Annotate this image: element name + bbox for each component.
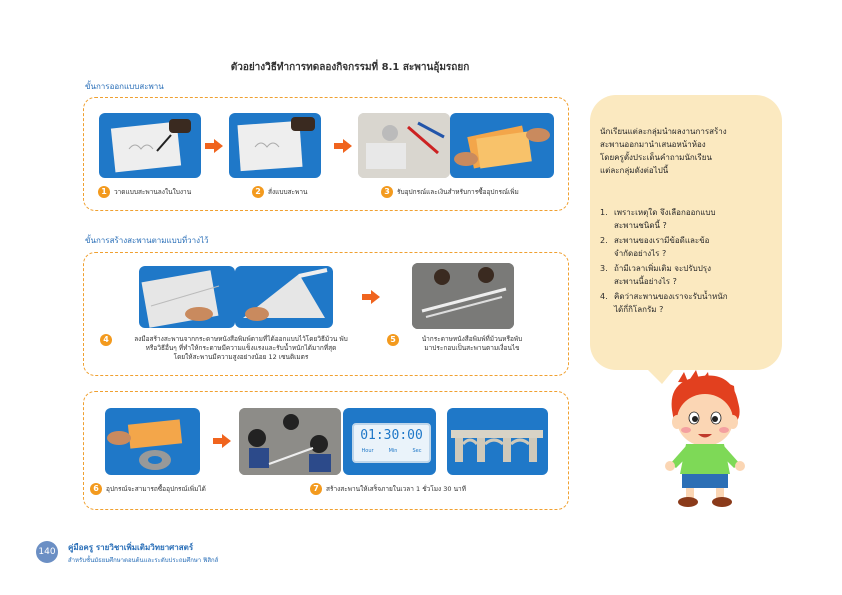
question-text-line1: ถ้ามีเวลาเพิ่มเติม จะปรับปรุง — [614, 264, 711, 273]
bubble-intro — [600, 125, 776, 177]
timer-sec: 00 — [407, 428, 423, 443]
bubble-intro-line2: สะพานออกมานำเสนอหน้าห้อง — [600, 140, 706, 149]
question-text-line1: คิดว่าสะพานของเราจะรับน้ำหนัก — [614, 292, 728, 301]
section-label-design: ขั้นการออกแบบสะพาน — [85, 82, 164, 91]
timer-hour: 01 — [360, 428, 376, 443]
step3-photo-supplies — [358, 113, 450, 178]
question-item — [600, 234, 778, 260]
step-caption-3: รับอุปกรณ์และเงินสำหรับการซื้ออุปกรณ์เพิ่ม — [397, 188, 519, 196]
arrow-icon — [334, 138, 352, 157]
bubble-intro-line3: โดยครูตั้งประเด็นคำถามนักเรียน — [600, 153, 712, 162]
question-text-line1: เพราะเหตุใด จึงเลือกออกแบบ — [614, 208, 716, 217]
question-text-line2: ได้กี่กิโลกรัม ? — [614, 305, 664, 314]
step4-photo-rolling — [139, 266, 235, 328]
step3-photo-money — [450, 113, 554, 178]
question-list — [600, 206, 778, 316]
timer-clock — [343, 408, 436, 475]
step-number-3: 3 — [381, 186, 393, 198]
step-number-2: 2 — [252, 186, 264, 198]
step-caption-4-line3: โดยให้สะพานมีความสูงอย่างน้อย 12 เซนติเมตร — [173, 353, 309, 361]
timer-hour-label: Hour — [361, 448, 374, 454]
timer-min-label: Min — [388, 448, 398, 454]
footer-subtitle: สำหรับชั้นมัธยมศึกษาตอนต้นและระดับประถมศึกษา ฟิสิกส์ — [68, 557, 219, 564]
question-text-line1: สะพานของเรามีข้อดีและข้อ — [614, 236, 710, 245]
question-item — [600, 290, 778, 316]
step1-photo — [99, 113, 201, 178]
step-number-4: 4 — [100, 334, 112, 346]
question-text-line2: สะพานชนิดนี้ ? — [614, 221, 667, 230]
question-number: 1. — [600, 208, 608, 217]
step5-photo — [412, 263, 514, 329]
step-caption-6: อุปกรณ์จะสามารถซื้ออุปกรณ์เพิ่มได้ — [106, 485, 206, 493]
arrow-icon — [362, 289, 380, 308]
step-caption-7: สร้างสะพานให้เสร็จภายในเวลา 1 ชั่วโมง 30 นาที — [326, 485, 466, 493]
question-item — [600, 262, 778, 288]
page-number-badge: 140 — [36, 541, 58, 563]
step-caption-4-line2: หรือวิธีอื่นๆ ที่ทำให้กระดาษมีความแข็งแรงและรับน้ำหนักได้มากที่สุด — [145, 344, 337, 352]
step4-photo-folding — [235, 266, 333, 328]
step6-photo — [105, 408, 200, 475]
footer-title: คู่มือครู รายวิชาเพิ่มเติมวิทยาศาสตร์ — [68, 543, 194, 552]
step-caption-5-line1: นำกระดาษหนังสือพิมพ์ที่ม้วนหรือพับ — [421, 335, 523, 343]
arrow-icon — [205, 138, 223, 157]
question-item — [600, 206, 778, 232]
cartoon-boy-illustration — [650, 370, 760, 514]
step7-photo-team — [239, 408, 341, 475]
step-number-5: 5 — [387, 334, 399, 346]
step-caption-4-line1: ลงมือสร้างสะพานจากกระดาษหนังสือพิมพ์ตามที่ได้ออกแบบไว้โดยวิธีม้วน พับ — [134, 335, 348, 343]
step7-photo-bridge — [447, 408, 548, 475]
step2-photo — [229, 113, 321, 178]
section-label-build: ขั้นการสร้างสะพานตามแบบที่วางไว้ — [85, 236, 209, 245]
step-number-6: 6 — [90, 483, 102, 495]
step-caption-4 — [116, 335, 366, 362]
bubble-intro-line4: แต่ละกลุ่มดังต่อไปนี้ — [600, 166, 669, 175]
question-text-line2: จำกัดอย่างไร ? — [614, 249, 667, 258]
question-number: 3. — [600, 264, 608, 273]
step-caption-5 — [402, 335, 542, 353]
step-caption-2: สั่งแบบสะพาน — [268, 188, 308, 196]
step-number-7: 7 — [310, 483, 322, 495]
step-number-1: 1 — [98, 186, 110, 198]
step-caption-5-line2: มาประกอบเป็นสะพานตามเงื่อนไข — [424, 344, 520, 352]
page-title: ตัวอย่างวิธีทำการทดลองกิจกรรมที่ 8.1 สะพานอุ้มรถยก — [230, 62, 470, 73]
question-number: 2. — [600, 236, 608, 245]
bubble-intro-line1: นักเรียนแต่ละกลุ่มนำผลงานการสร้าง — [600, 127, 727, 136]
timer-display: 01:30:00 Hour Min Sec — [352, 423, 431, 463]
arrow-icon — [213, 433, 231, 452]
question-text-line2: สะพานนี้อย่างไร ? — [614, 277, 677, 286]
question-number: 4. — [600, 292, 608, 301]
step-caption-1: วาดแบบสะพานลงในใบงาน — [114, 188, 192, 196]
timer-sec-label: Sec — [412, 448, 422, 454]
timer-min: 30 — [383, 428, 400, 443]
